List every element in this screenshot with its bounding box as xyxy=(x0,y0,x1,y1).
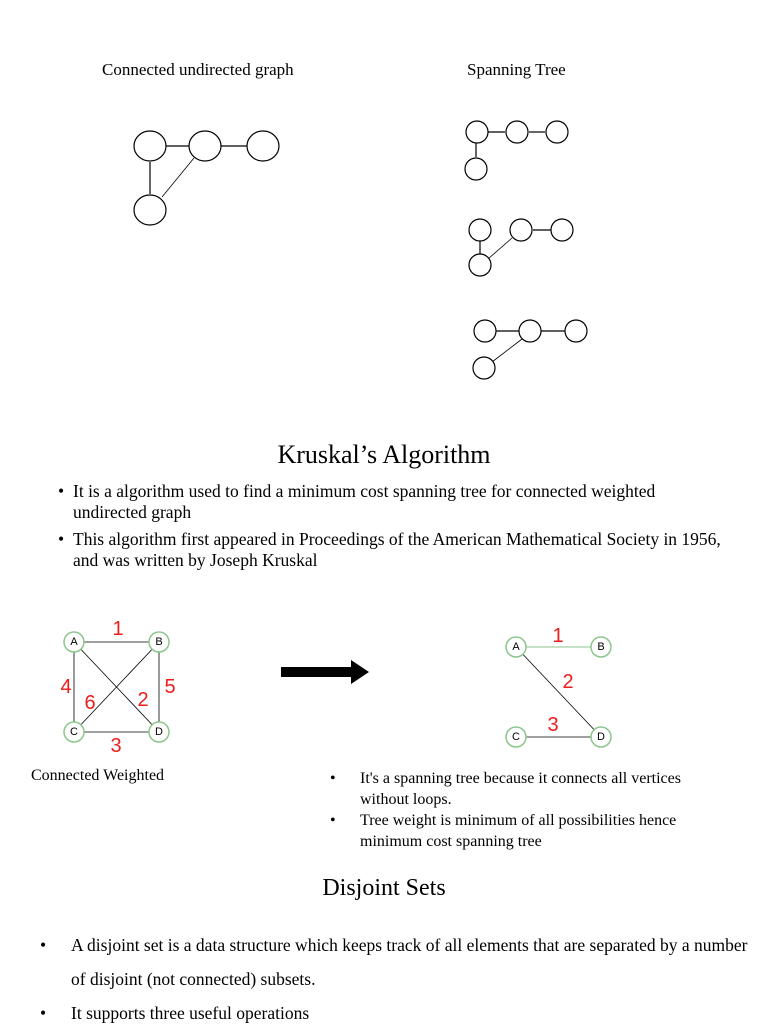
weighted-graph xyxy=(60,618,175,757)
disjoint-bullet: • It supports three useful operations xyxy=(40,996,750,1030)
disjoint-bullet: • A disjoint set is a data structure which keeps track of all elements that are separated by a number of disjoint (not connected) subsets. xyxy=(40,928,750,996)
weight-label: 2 xyxy=(137,689,149,711)
weight-label: 3 xyxy=(110,735,122,757)
node-label: A xyxy=(70,636,78,648)
arrow-head xyxy=(351,660,369,684)
node-label: B xyxy=(155,636,163,648)
weight-label: 1 xyxy=(112,618,124,640)
kruskal-bullet: • This algorithm first appeared in Proceedings of the American Mathematical Society in 1956, and was written by Joseph Kruskal xyxy=(58,529,728,571)
weighted-graph-caption: Connected Weighted xyxy=(31,767,165,784)
weight-label: 1 xyxy=(552,625,564,647)
kruskal-title: Kruskal’s Algorithm xyxy=(277,440,491,469)
disjoint-bullet-list xyxy=(40,928,750,1030)
weight-label: 5 xyxy=(164,676,176,698)
arrow-shaft xyxy=(281,667,353,677)
tree-bullet: • It's a spanning tree because it connects all vertices without loops. xyxy=(330,768,730,810)
node-label: A xyxy=(512,641,520,653)
weight-label: 4 xyxy=(60,676,72,698)
tree-bullet: • Tree weight is minimum of all possibilities hence minimum cost spanning tree xyxy=(330,810,730,852)
disjoint-title: Disjoint Sets xyxy=(322,875,446,901)
node-label: B xyxy=(597,641,605,653)
right-arrow xyxy=(281,660,369,684)
node-label: C xyxy=(512,731,520,743)
tree-bullet-list xyxy=(330,768,730,852)
kruskal-bullet: • It is a algorithm used to find a minimum cost spanning tree for connected weighted undirected graph xyxy=(58,481,728,523)
weight-label: 2 xyxy=(562,671,574,693)
node-label: C xyxy=(70,726,78,738)
node-label: D xyxy=(155,726,163,738)
node-label: D xyxy=(597,731,605,743)
weight-label: 6 xyxy=(84,692,96,714)
graph-caption: Connected undirected graph xyxy=(102,60,294,79)
result-spanning-tree xyxy=(506,625,611,747)
weight-label: 3 xyxy=(547,714,559,736)
spanning-tree-caption: Spanning Tree xyxy=(467,60,566,79)
